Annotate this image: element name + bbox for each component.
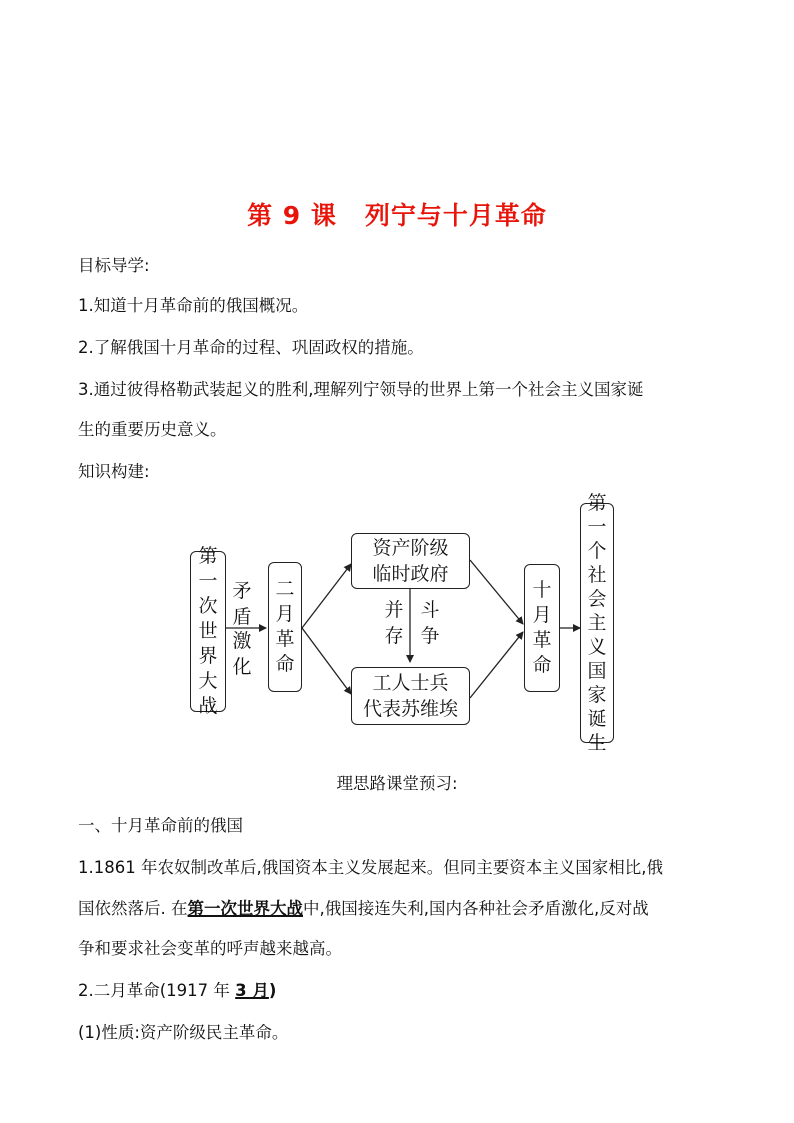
section1-p3: (1)性质:资产阶级民主革命。: [78, 1023, 289, 1042]
box-world-war-one: 第一次世界大战: [190, 551, 226, 712]
knowledge-heading: 知识构建:: [78, 462, 150, 481]
p1-line2-post: 中,俄国接连失利,国内各种社会矛盾激化,反对战: [303, 899, 649, 918]
goal-item-3: 3.通过彼得格勒武装起义的胜利,理解列宁领导的世界上第一个社会主义国家诞: [78, 380, 644, 399]
section1-p1-line3: 争和要求社会变革的呼声越来越高。: [78, 939, 342, 958]
goal-item-1: 1.知道十月革命前的俄国概况。: [78, 296, 309, 315]
box-provisional-government: [351, 533, 470, 589]
arrow-soviet-to-oct: [470, 632, 523, 698]
soviet-line-2: 代表苏维埃: [362, 698, 458, 720]
provisional-line-1: 资产阶级: [372, 537, 449, 559]
section1-p2: [78, 981, 276, 1001]
label-coexist: 并存: [384, 599, 404, 647]
box-february-revolution: 二月革命: [268, 562, 302, 692]
p1-line2-pre: 国依然落后. 在: [78, 899, 188, 918]
keyword-march: 3 月: [235, 981, 269, 1000]
preview-heading: 理思路课堂预习:: [336, 774, 458, 793]
section1-p1-line2: [78, 899, 649, 919]
p2-pre: 2.二月革命(1917 年: [78, 981, 236, 1000]
arrow-feb-to-soviet: [302, 628, 351, 694]
arrow-feb-to-provisional: [302, 564, 351, 628]
section-heading: 一、十月革命前的俄国: [78, 816, 243, 835]
lesson-number: 第 9 课: [247, 201, 337, 230]
p2-post: ): [268, 981, 277, 1000]
provisional-line-2: 临时政府: [372, 563, 449, 585]
label-intensify: 激化: [232, 630, 252, 678]
section1-p1-line1: 1.1861 年农奴制改革后,俄国资本主义发展起来。但同主要资本主义国家相比,俄: [78, 858, 663, 877]
goal-item-3-cont: 生的重要历史意义。: [78, 420, 227, 439]
lesson-topic: 列宁与十月革命: [364, 201, 547, 230]
keyword-world-war-one: 第一次世界大战: [187, 899, 303, 918]
box-october-revolution: 十月革命: [524, 564, 560, 692]
label-struggle: 斗争: [420, 599, 440, 647]
box-soviet: [351, 667, 470, 725]
label-contradiction: 矛盾: [232, 580, 252, 628]
arrow-provisional-to-oct: [470, 560, 523, 624]
box-socialist-state-born: 第一个社会主义国家诞生: [580, 503, 614, 743]
soviet-line-1: 工人士兵: [372, 672, 449, 694]
goal-item-2: 2.了解俄国十月革命的过程、巩固政权的措施。: [78, 338, 424, 357]
goals-heading: 目标导学:: [78, 256, 150, 275]
